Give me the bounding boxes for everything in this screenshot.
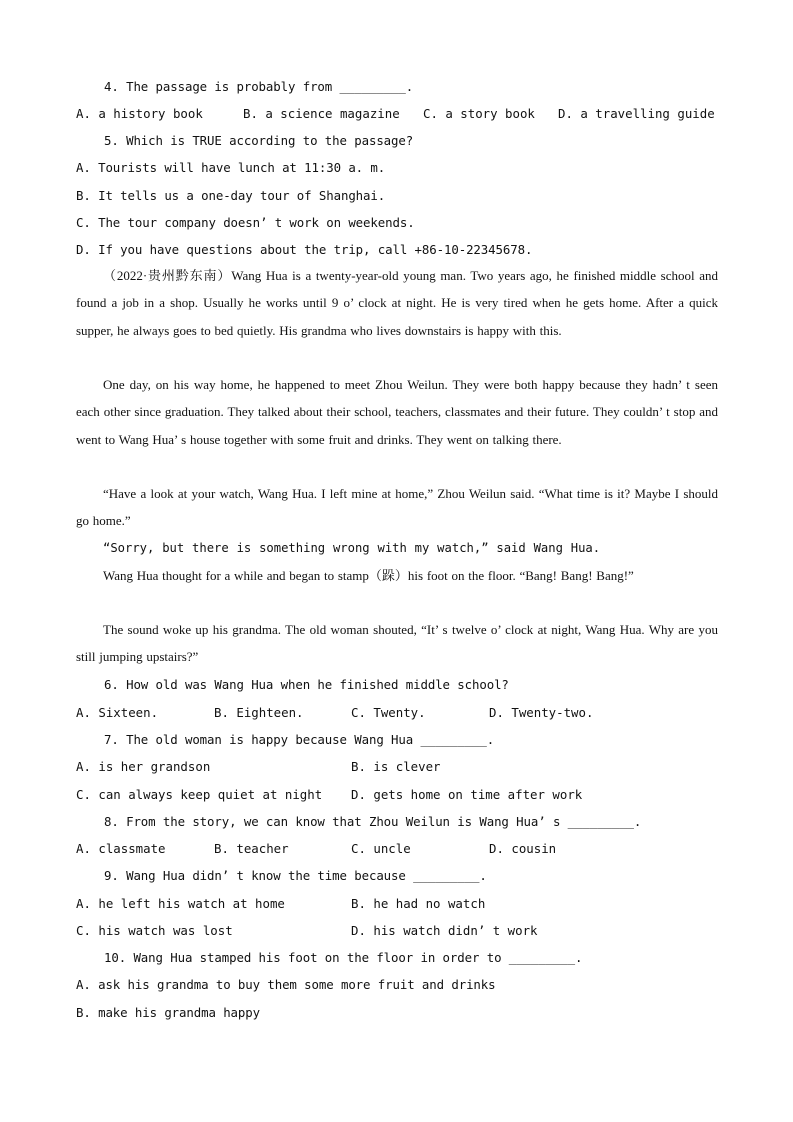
question-9-option-d: D. his watch didn’ t work	[351, 923, 538, 938]
question-7-option-a: A. is her grandson	[76, 759, 211, 774]
question-10-option-a: A. ask his grandma to buy them some more fruit and drinks	[76, 977, 496, 992]
question-8-option-d: D. cousin	[489, 841, 557, 856]
question-5-option-b: B. It tells us a one-day tour of Shanghai.	[76, 188, 386, 203]
question-10-option-b: B. make his grandma happy	[76, 1005, 260, 1020]
passage-paragraph-5: Wang Hua thought for a while and began to stamp（跺）his foot on the floor. “Bang! Bang! Bang!”	[103, 568, 634, 583]
question-9-stem: 9. Wang Hua didn’ t know the time because _________.	[104, 868, 487, 883]
passage-paragraph-2: One day, on his way home, he happened to meet Zhou Weilun. They were both happy because they hadn’ t seen each other since graduation. They talked about their school, teachers, classmates and their future. They couldn’ t stop and went to Wang Hua’ s house together with some fruit and drinks. They went on talking there.	[76, 377, 718, 447]
question-4-option-c: C. a story book	[423, 106, 535, 121]
question-8-option-b: B. teacher	[214, 841, 289, 856]
question-4-option-b: B. a science magazine	[243, 106, 400, 121]
passage-paragraph-3: “Have a look at your watch, Wang Hua. I left mine at home,” Zhou Weilun said. “What time is it? Maybe I should go home.”	[76, 486, 718, 529]
question-7-option-c: C. can always keep quiet at night	[76, 787, 323, 802]
question-7-stem: 7. The old woman is happy because Wang Hua _________.	[104, 732, 495, 747]
question-5-option-d: D. If you have questions about the trip, call +86-10-22345678.	[76, 242, 533, 257]
question-9-option-c: C. his watch was lost	[76, 923, 233, 938]
question-4-stem: 4. The passage is probably from _________.	[104, 79, 414, 94]
question-8-option-c: C. uncle	[351, 841, 411, 856]
question-6-option-b: B. Eighteen.	[214, 705, 304, 720]
question-5-option-a: A. Tourists will have lunch at 11:30 a. m.	[76, 160, 386, 175]
passage-paragraph-4: “Sorry, but there is something wrong with my watch,” said Wang Hua.	[103, 541, 601, 555]
question-4-option-a: A. a history book	[76, 106, 203, 121]
question-6-option-d: D. Twenty-two.	[489, 705, 594, 720]
question-6-option-c: C. Twenty.	[351, 705, 426, 720]
question-10-stem: 10. Wang Hua stamped his foot on the floor in order to _________.	[104, 950, 583, 965]
question-5-stem: 5. Which is TRUE according to the passage?	[104, 133, 414, 148]
passage-paragraph-6: The sound woke up his grandma. The old woman shouted, “It’ s twelve o’ clock at night, Wang Hua. Why are you still jumping upstairs?”	[76, 622, 718, 665]
question-8-option-a: A. classmate	[76, 841, 166, 856]
question-7-option-d: D. gets home on time after work	[351, 787, 583, 802]
question-6-option-a: A. Sixteen.	[76, 705, 159, 720]
passage-paragraph-1: （2022·贵州黔东南）Wang Hua is a twenty-year-old young man. Two years ago, he finished middle school and found a job in a shop. Usually he works until 9 o’ clock at night. He is very tired when he gets home. After a quick supper, he always goes to bed quietly. His grandma who lives downstairs is happy with this.	[76, 268, 718, 338]
question-9-option-b: B. he had no watch	[351, 896, 486, 911]
question-6-stem: 6. How old was Wang Hua when he finished middle school?	[104, 677, 509, 692]
question-4-option-d: D. a travelling guide	[558, 106, 715, 121]
question-5-option-c: C. The tour company doesn’ t work on weekends.	[76, 215, 415, 230]
question-9-option-a: A. he left his watch at home	[76, 896, 285, 911]
question-8-stem: 8. From the story, we can know that Zhou Weilun is Wang Hua’ s _________.	[104, 814, 642, 829]
question-7-option-b: B. is clever	[351, 759, 441, 774]
